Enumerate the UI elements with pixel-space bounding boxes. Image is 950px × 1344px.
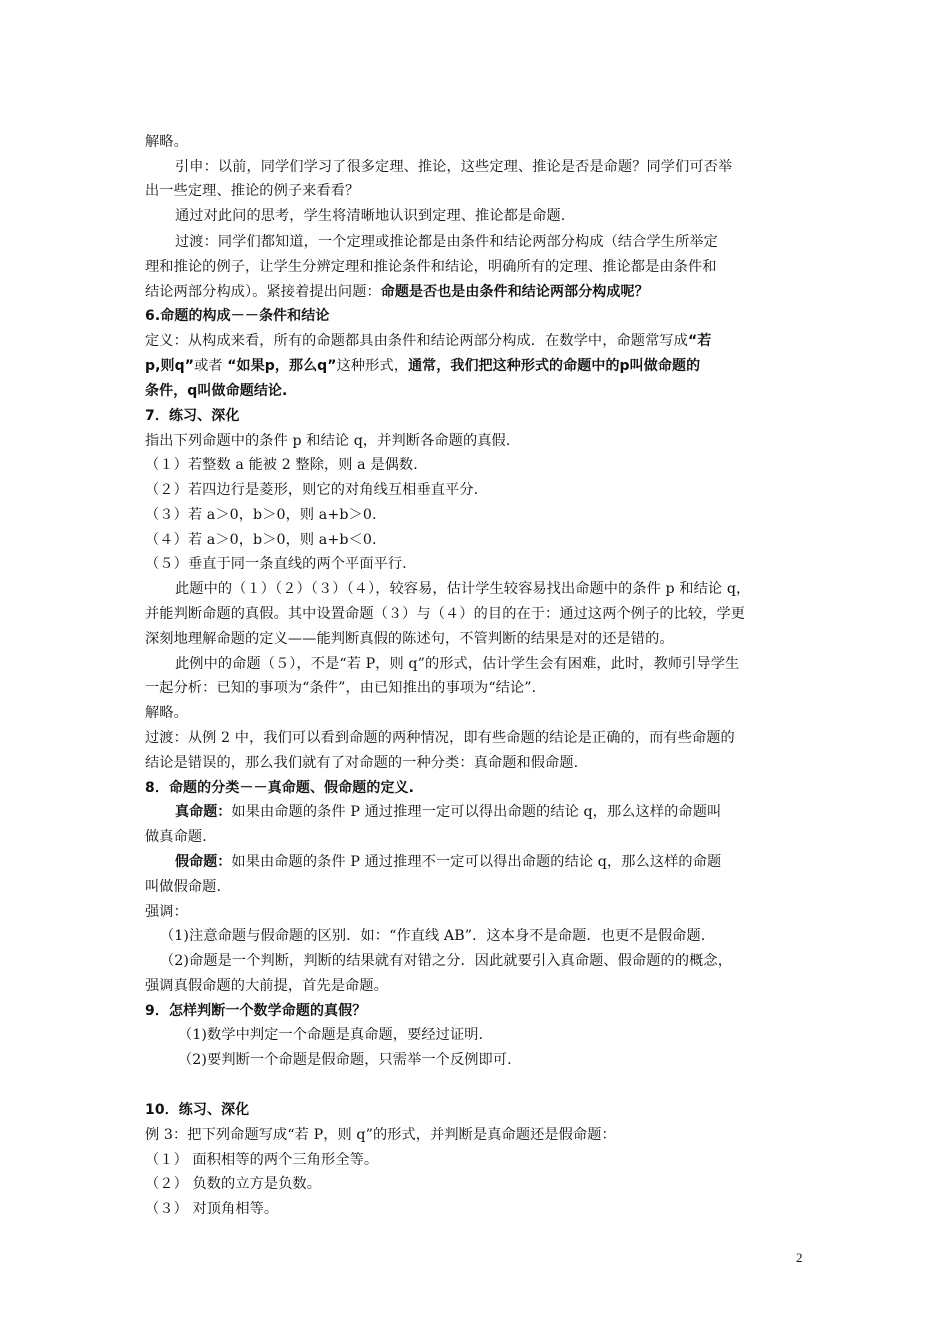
bold-text: 假命题：	[175, 854, 232, 870]
text-line	[175, 802, 845, 822]
text-line	[145, 728, 815, 748]
text-line	[145, 132, 815, 152]
body-text: 强调真假命题的大前提，首先是命题。	[145, 978, 388, 994]
body-text: 例 3：把下列命题写成“若 P，则 q”的形式，并判断是真命题还是假命题：	[145, 1127, 616, 1143]
text-line	[145, 1174, 815, 1194]
body-text: 过渡：从例 2 中，我们可以看到命题的两种情况，即有些命题的结论是正确的，而有些命题的	[145, 730, 735, 746]
body-text: 这种形式，	[336, 358, 409, 374]
body-text: 或者	[194, 358, 228, 374]
body-text: （３） 对顶角相等。	[145, 1201, 279, 1217]
body-text: （４）若 a＞0，b＞0，则 a+b＜0.	[145, 532, 377, 548]
text-line	[160, 951, 830, 971]
body-text: （1)数学中判定一个命题是真命题，要经过证明.	[178, 1027, 484, 1043]
body-text: 深刻地理解命题的定义——能判断真假的陈述句，不管判断的结果是对的还是错的。	[145, 631, 674, 647]
bold-text: 6.命题的构成－－条件和结论	[145, 308, 330, 324]
body-text: 过渡：同学们都知道，一个定理或推论都是由条件和结论两部分构成（结合学生所举定	[175, 234, 718, 250]
body-text: （５）垂直于同一条直线的两个平面平行.	[145, 556, 407, 572]
body-text: 一起分析：已知的事项为“条件”，由已知推出的事项为“结论”．	[145, 680, 546, 696]
text-line	[145, 554, 815, 574]
bold-text: 命题是否也是由条件和结论两部分构成呢？	[380, 284, 649, 300]
text-line	[145, 753, 815, 773]
body-text: 出一些定理、推论的例子来看看？	[145, 183, 360, 199]
bold-text: 8．命题的分类－－真命题、假命题的定义.	[145, 780, 415, 796]
bold-text: 条件，q叫做命题结论.	[145, 383, 288, 399]
body-text: （２） 负数的立方是负数。	[145, 1176, 322, 1192]
body-text: 通过对此问的思考，学生将清晰地认识到定理、推论都是命题.	[175, 208, 566, 224]
text-line	[145, 976, 815, 996]
bold-text: 7．练习、深化	[145, 408, 240, 424]
text-line	[145, 678, 815, 698]
body-text: （１） 面积相等的两个三角形全等。	[145, 1152, 379, 1168]
bold-text: “若	[687, 333, 712, 349]
text-line	[160, 926, 830, 946]
body-text: 此例中的命题（５），不是“若 P，则 q”的形式，估计学生会有困难，此时，教师引导学生	[175, 656, 740, 672]
page-number: 2	[796, 1250, 803, 1265]
text-line	[145, 480, 815, 500]
text-line	[178, 1025, 848, 1045]
text-line	[145, 331, 815, 351]
text-line	[145, 827, 815, 847]
text-line	[145, 629, 815, 649]
bold-text: “如果p，那么q”	[227, 358, 337, 374]
text-line	[145, 306, 815, 326]
text-line	[175, 654, 845, 674]
text-line	[145, 1100, 815, 1120]
body-text: （2)要判断一个命题是假命题，只需举一个反例即可.	[178, 1052, 512, 1068]
body-text: 解略。	[145, 134, 188, 150]
text-line	[145, 1001, 815, 1021]
text-line	[145, 181, 815, 201]
text-line	[175, 206, 845, 226]
text-line	[145, 604, 815, 624]
text-line	[145, 1150, 815, 1170]
bold-text: 真命题：	[175, 804, 232, 820]
body-text: 做真命题.	[145, 829, 207, 845]
text-line	[178, 1050, 848, 1070]
text-line	[145, 431, 815, 451]
body-text: 结论两部分构成）。紧接着提出问题：	[145, 284, 381, 300]
body-text: 如果由命题的条件 P 通过推理一定可以得出命题的结论 q，那么这样的命题叫	[231, 804, 722, 820]
body-text: （1)注意命题与假命题的区别．如：“作直线 AB”．这本身不是命题．也更不是假命题.	[160, 928, 706, 944]
text-line	[145, 530, 815, 550]
body-text: 此题中的（１）（２）（３）（４），较容易，估计学生较容易找出命题中的条件 p 和结论 q，	[175, 581, 751, 597]
body-text: （３）若 a＞0，b＞0，则 a+b＞0.	[145, 507, 377, 523]
text-line	[145, 778, 815, 798]
bold-text: p,则q”	[145, 358, 195, 374]
body-text: （１）若整数 a 能被 2 整除，则 a 是偶数.	[145, 457, 418, 473]
bold-text: 10．练习、深化	[145, 1102, 250, 1118]
text-line	[175, 232, 845, 252]
text-line	[145, 455, 815, 475]
body-text: 如果由命题的条件 P 通过推理不一定可以得出命题的结论 q，那么这样的命题	[231, 854, 722, 870]
body-text: 结论是错误的，那么我们就有了对命题的一种分类：真命题和假命题.	[145, 755, 579, 771]
text-line	[175, 579, 845, 599]
bold-text: 通常，我们把这种形式的命题中的p叫做命题的	[408, 358, 701, 374]
body-text: 理和推论的例子，让学生分辨定理和推论条件和结论，明确所有的定理、推论都是由条件和	[145, 259, 717, 275]
body-text: 定义：从构成来看，所有的命题都具由条件和结论两部分构成．在数学中，命题常写成	[145, 333, 688, 349]
text-line	[145, 505, 815, 525]
body-text: 指出下列命题中的条件 p 和结论 q，并判断各命题的真假.	[145, 433, 511, 449]
text-line	[175, 157, 845, 177]
body-text: 强调：	[145, 904, 188, 920]
text-line	[145, 356, 815, 376]
text-line	[145, 381, 815, 401]
text-line	[145, 1199, 815, 1219]
text-line	[145, 1125, 815, 1145]
text-line	[145, 877, 815, 897]
body-text: 解略。	[145, 705, 188, 721]
text-line	[145, 406, 815, 426]
bold-text: 9．怎样判断一个数学命题的真假？	[145, 1003, 367, 1019]
body-text: 并能判断命题的真假。其中设置命题（３）与（４）的目的在于：通过这两个例子的比较，学更	[145, 606, 746, 622]
text-line	[145, 257, 815, 277]
text-line	[175, 852, 845, 872]
text-line	[145, 282, 815, 302]
body-text: （２）若四边行是菱形，则它的对角线互相垂直平分.	[145, 482, 479, 498]
body-text: 叫做假命题.	[145, 879, 222, 895]
text-line	[145, 703, 815, 723]
body-text: （2)命题是一个判断，判断的结果就有对错之分．因此就要引入真命题、假命题的的概念，	[160, 953, 732, 969]
text-line	[145, 902, 815, 922]
body-text: 引申：以前，同学们学习了很多定理、推论，这些定理、推论是否是命题？同学们可否举	[175, 159, 733, 175]
